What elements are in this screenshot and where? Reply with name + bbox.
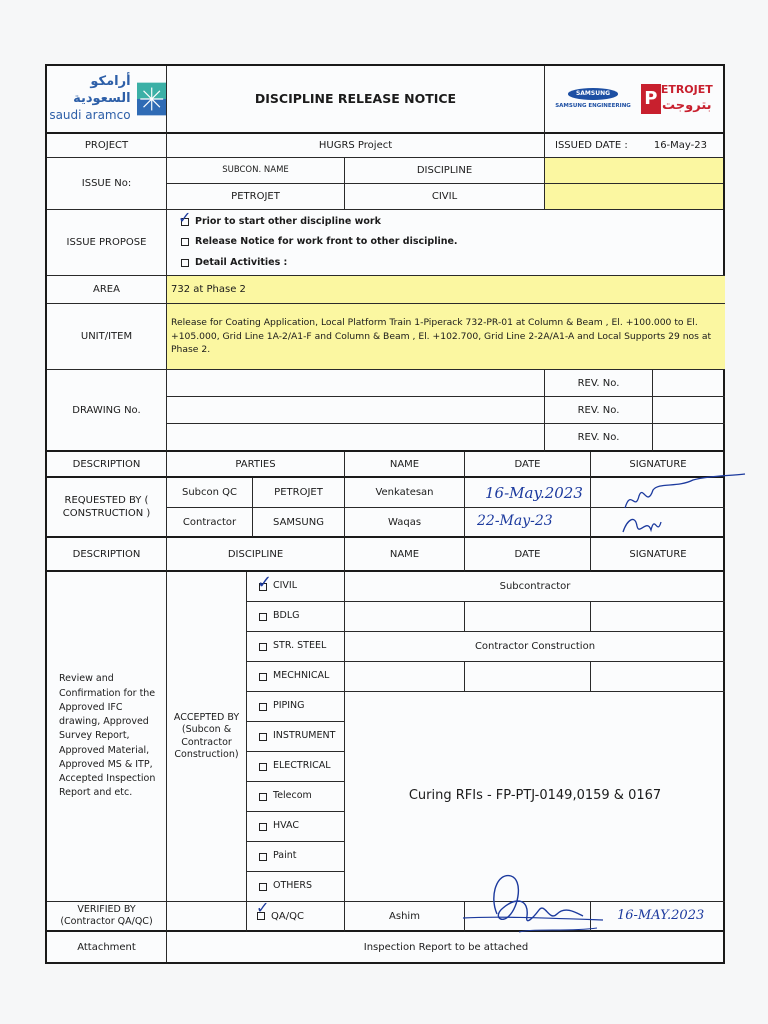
saudi-aramco-logo	[47, 66, 167, 134]
handwritten-check-icon: ✓	[256, 898, 270, 917]
aramco-arabic-text: أرامكو السعودية	[73, 74, 131, 107]
requested-name: Waqas	[345, 508, 465, 538]
discipline-option-label: BDLG	[273, 610, 300, 622]
checkbox-unchecked[interactable]	[259, 643, 267, 651]
discipline-option[interactable]	[247, 602, 345, 632]
discipline-option-label: CIVIL	[273, 580, 298, 592]
discipline-option[interactable]	[247, 782, 345, 812]
subcontractor-date-field[interactable]	[465, 602, 591, 632]
attachment-label: Attachment	[47, 932, 167, 962]
discipline-option-label: STR. STEEL	[273, 640, 327, 652]
rev-field[interactable]	[653, 424, 725, 452]
subcontractor-name-field[interactable]	[345, 602, 465, 632]
contractor-logos	[545, 66, 723, 134]
discipline-option[interactable]	[247, 812, 345, 842]
requested-company: SAMSUNG	[253, 508, 345, 538]
date-header: DATE	[465, 538, 591, 572]
discipline-option[interactable]	[247, 632, 345, 662]
discipline-label: DISCIPLINE	[345, 158, 545, 184]
discipline-value: CIVIL	[345, 184, 545, 210]
signature-header: SIGNATURE	[591, 452, 725, 478]
issued-date-value: 16-May-23	[653, 140, 707, 151]
aramco-english-text: saudi aramco	[49, 108, 131, 123]
verified-name: Ashim	[345, 902, 465, 932]
checkbox-unchecked[interactable]	[259, 613, 267, 621]
handwritten-check-icon: ✓	[257, 572, 273, 593]
curing-note: Curing RFIs - FP-PTJ-0149,0159 & 0167	[345, 692, 725, 902]
unit-item-value: Release for Coating Application, Local Platform Train 1-Piperack 732-PR-01 at Column & Beam , El. +100.000 to El. +105.000, Grid Line 1A-2/A1-F and Column & Beam , El. +102.700, Grid Line 2-2A/A1-A and Local Supports 29 nos at Phase 2.	[167, 304, 725, 370]
unit-item-label: UNIT/ITEM	[47, 304, 167, 370]
subcon-name-label: SUBCON. NAME	[167, 158, 345, 184]
name-header: NAME	[345, 452, 465, 478]
verified-by-label: VERIFIED BY (Contractor QA/QC)	[47, 902, 167, 932]
discipline-option-label: Telecom	[273, 790, 312, 802]
handwritten-check-icon: ✓	[178, 208, 192, 227]
aramco-star-icon	[137, 79, 166, 119]
name-header: NAME	[345, 538, 465, 572]
rev-field[interactable]	[653, 397, 725, 424]
discipline-checklist	[247, 572, 345, 902]
contractor-name-field[interactable]	[345, 662, 465, 692]
contractor-signature-field[interactable]	[591, 662, 725, 692]
area-label: AREA	[47, 276, 167, 304]
checkbox-unchecked[interactable]	[259, 793, 267, 801]
attachment-value: Inspection Report to be attached	[363, 941, 529, 953]
handwritten-date: 16-May.2023	[485, 484, 583, 502]
discipline-option[interactable]	[247, 722, 345, 752]
discipline-option-label: PIPING	[273, 700, 305, 712]
contractor-construction-label: Contractor Construction	[345, 632, 725, 662]
subcontractor-label: Subcontractor	[345, 572, 725, 602]
verified-spacer	[167, 902, 247, 932]
issued-date-label: ISSUED DATE :	[555, 140, 628, 151]
rev-field[interactable]	[653, 370, 725, 397]
checkbox-unchecked[interactable]	[259, 703, 267, 711]
discipline-option-label: OTHERS	[273, 880, 313, 892]
review-description: Review and Confirmation for the Approved IFC drawing, Approved Survey Report, Approved Material, Approved MS & ITP, Accepted Inspection Report and etc.	[47, 572, 167, 902]
discipline-header: DISCIPLINE	[167, 538, 345, 572]
discipline-option[interactable]	[247, 842, 345, 872]
rev-label: REV. No.	[545, 397, 653, 424]
form-title: DISCIPLINE RELEASE NOTICE	[254, 90, 457, 106]
rev-label: REV. No.	[545, 424, 653, 452]
issue-no-field-bottom[interactable]	[545, 184, 723, 210]
project-label: PROJECT	[47, 134, 167, 158]
description-header: DESCRIPTION	[47, 452, 167, 478]
samsung-engineering-text: SAMSUNG ENGINEERING	[555, 102, 631, 109]
propose-option-release[interactable]: Release Notice for work front to other discipline.	[181, 236, 458, 248]
drawing-no-field[interactable]	[167, 397, 545, 424]
issue-no-field-top[interactable]	[545, 158, 723, 184]
discipline-option-label: HVAC	[273, 820, 299, 832]
description-header: DESCRIPTION	[47, 538, 167, 572]
petrojet-p-icon: P	[641, 84, 661, 114]
requested-company: PETROJET	[253, 478, 345, 508]
checkbox-unchecked[interactable]	[181, 259, 189, 267]
propose-option-prior[interactable]: Prior to start other discipline work	[181, 216, 381, 228]
checkbox-unchecked[interactable]	[181, 238, 189, 246]
issue-no-label: ISSUE No:	[47, 158, 167, 210]
discipline-option-label: INSTRUMENT	[273, 730, 336, 742]
parties-header: PARTIES	[167, 452, 345, 478]
accepted-by-label: ACCEPTED BY (Subcon & Contractor Construction)	[167, 572, 247, 902]
propose-option-detail[interactable]: Detail Activities :	[181, 257, 287, 269]
checkbox-unchecked[interactable]	[259, 823, 267, 831]
rev-label: REV. No.	[545, 370, 653, 397]
handwritten-date: 22-May-23	[477, 513, 553, 529]
issue-propose-options	[167, 210, 725, 276]
signature-scribble-icon	[617, 470, 747, 540]
project-value: HUGRS Project	[167, 134, 545, 158]
requested-name: Venkatesan	[345, 478, 465, 508]
checkbox-unchecked[interactable]	[259, 763, 267, 771]
issue-propose-label: ISSUE PROPOSE	[47, 210, 167, 276]
discipline-option[interactable]	[247, 662, 345, 692]
checkbox-unchecked[interactable]	[259, 853, 267, 861]
discipline-option-label: ELECTRICAL	[273, 760, 331, 772]
area-value: 732 at Phase 2	[167, 276, 725, 304]
verified-discipline[interactable]: QA/QC	[247, 902, 345, 932]
subcontractor-signature-field[interactable]	[591, 602, 725, 632]
petrojet-arabic-text: بتروجت	[662, 97, 712, 113]
discipline-option[interactable]	[247, 692, 345, 722]
issued-date-cell	[545, 134, 723, 158]
discipline-option-label: Paint	[273, 850, 297, 862]
drawing-no-field[interactable]	[167, 370, 545, 397]
discipline-option[interactable]	[247, 752, 345, 782]
subcon-name-value: PETROJET	[167, 184, 345, 210]
checkbox-unchecked[interactable]	[259, 733, 267, 741]
drawing-no-field[interactable]	[167, 424, 545, 452]
checkbox-unchecked[interactable]	[259, 883, 267, 891]
petrojet-english-text: ETROJET	[660, 83, 713, 97]
requested-by-label: REQUESTED BY ( CONSTRUCTION )	[47, 478, 167, 538]
handwritten-date: 16-MAY.2023	[617, 908, 705, 923]
release-notice-form	[45, 64, 725, 964]
drawing-no-label: DRAWING No.	[47, 370, 167, 452]
form-title-cell	[167, 66, 545, 134]
requested-role: Contractor	[167, 508, 253, 538]
signature-header: SIGNATURE	[591, 538, 725, 572]
samsung-logo: SAMSUNG	[568, 88, 618, 100]
checkbox-unchecked[interactable]	[259, 673, 267, 681]
discipline-option-label: MECHNICAL	[273, 670, 330, 682]
date-header: DATE	[465, 452, 591, 478]
contractor-date-field[interactable]	[465, 662, 591, 692]
requested-role: Subcon QC	[167, 478, 253, 508]
